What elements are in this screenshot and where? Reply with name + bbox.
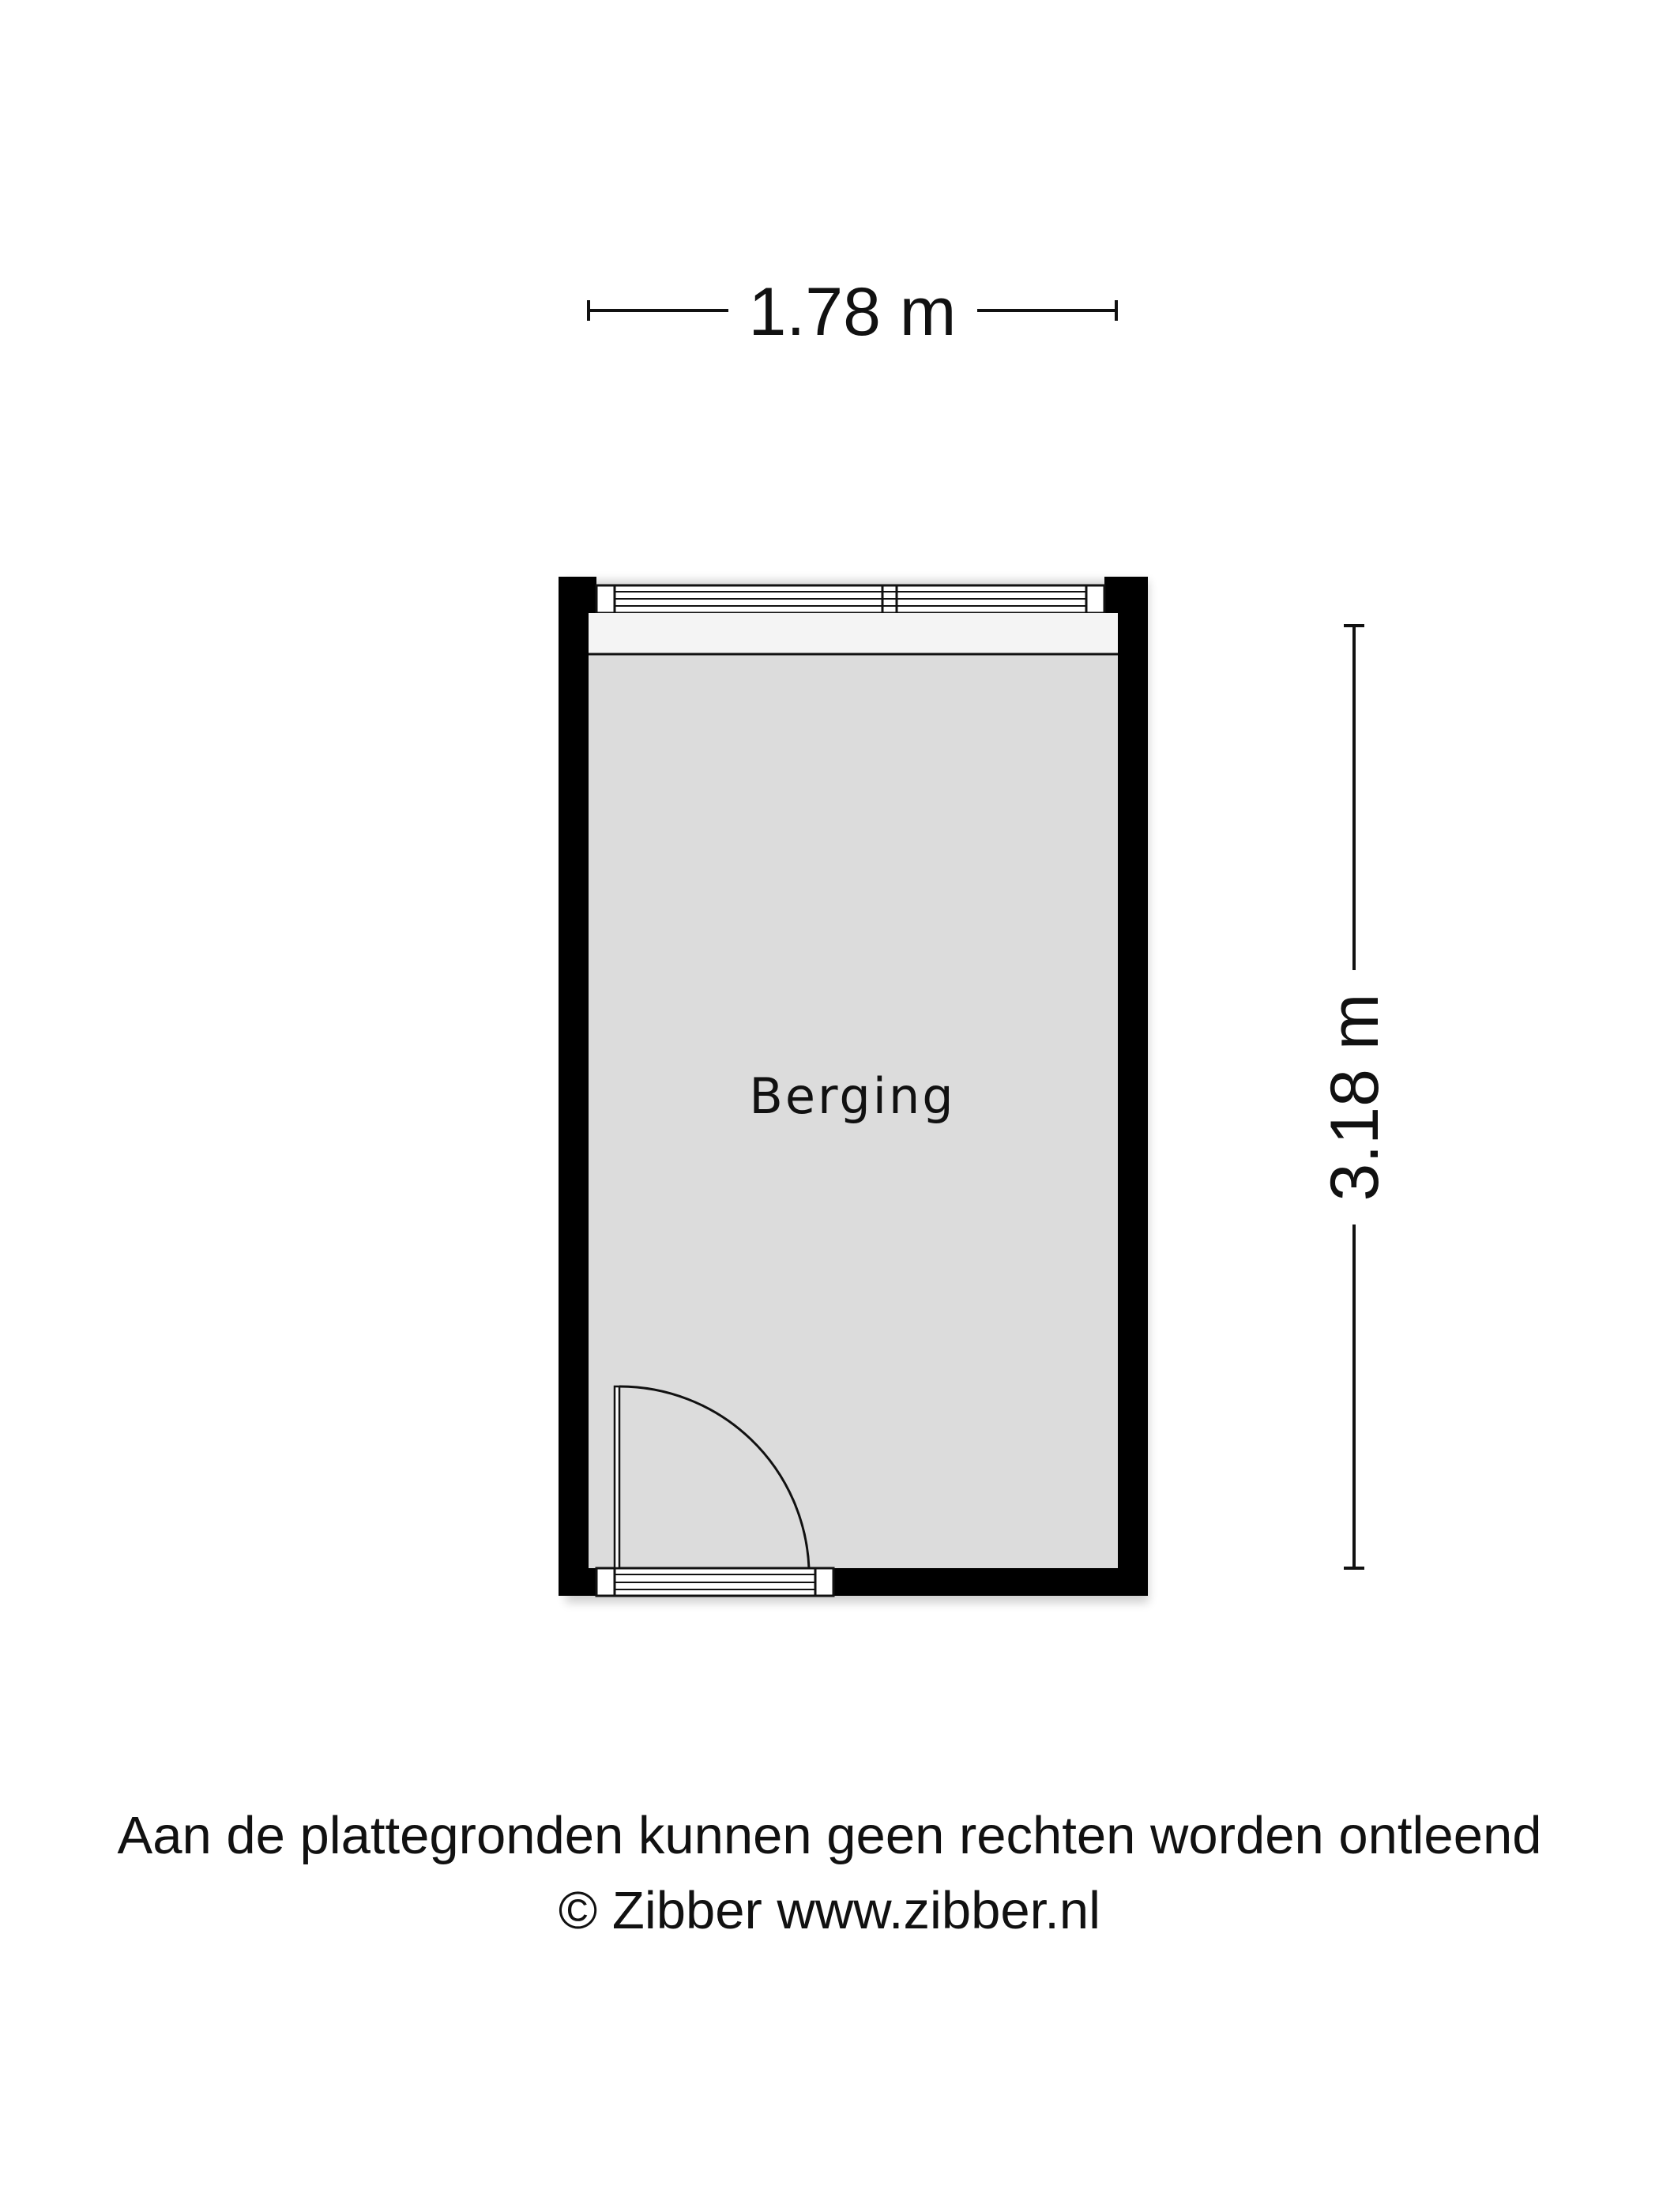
height-dimension xyxy=(1317,626,1393,1568)
wall-right xyxy=(1118,577,1148,1596)
window-top xyxy=(589,585,1118,654)
room-berging xyxy=(559,577,1149,1603)
room-name: Berging xyxy=(749,1067,956,1125)
disclaimer-text: Aan de plattegronden kunnen geen rechten worden ontleend xyxy=(117,1806,1542,1865)
window-sill-gap xyxy=(589,613,1118,654)
wall-bottom-right xyxy=(833,1568,1148,1596)
door-leaf xyxy=(615,1386,619,1568)
wall-bottom-left-stub xyxy=(559,1568,596,1596)
wall-left xyxy=(559,577,589,1596)
copyright-text: © Zibber www.zibber.nl xyxy=(558,1881,1101,1940)
width-label: 1.78 m xyxy=(748,274,957,350)
width-dimension xyxy=(589,274,1116,350)
height-label: 3.18 m xyxy=(1317,993,1393,1202)
